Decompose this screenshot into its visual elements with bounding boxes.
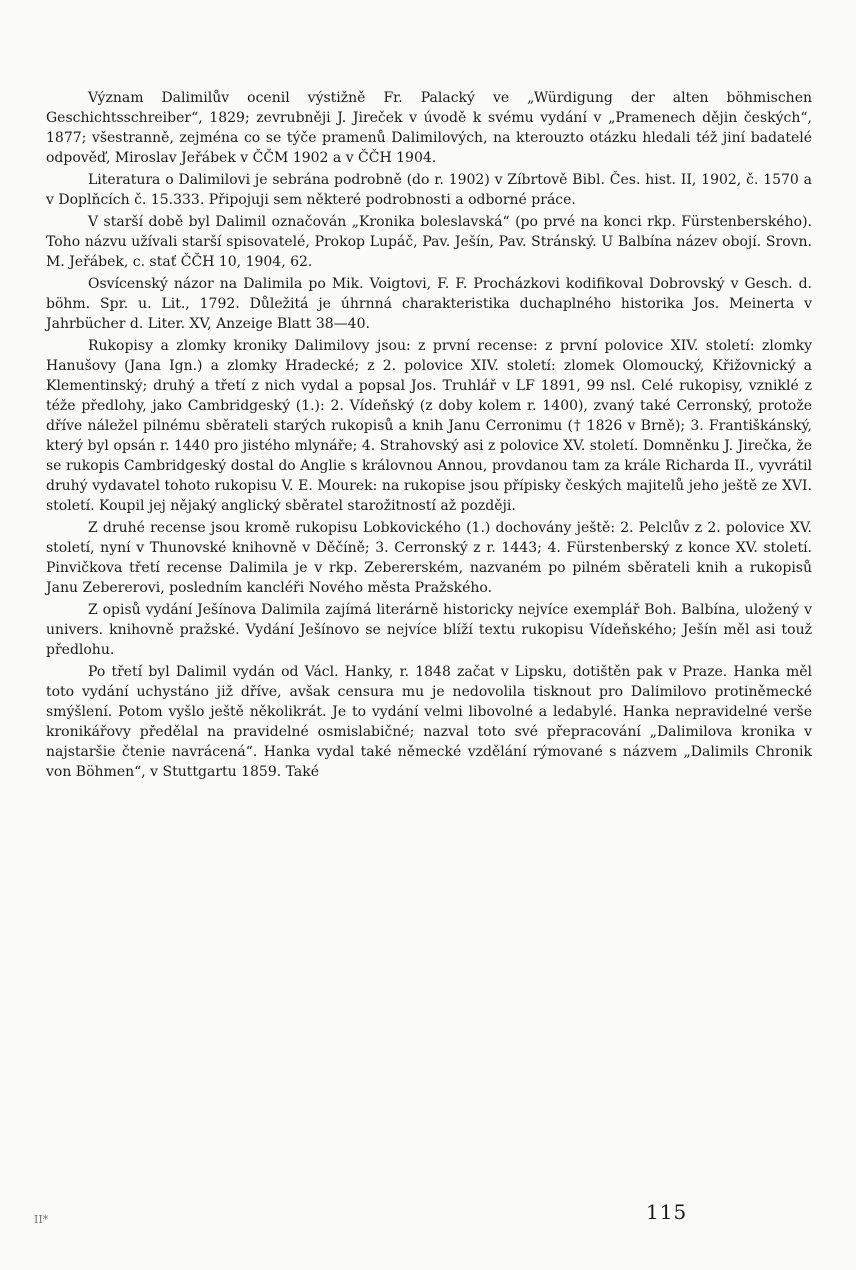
paragraph-text: Literatura o Dalimilovi je sebrána podrobně (do r. 1902) v Zíbrtově Bibl. Čes. hist. II, 1902, č. 1570 a v Doplňcích č. 15.333. Připojuji sem některé podrobnosti a odborné práce. bbox=[46, 172, 812, 208]
body-text bbox=[46, 88, 812, 784]
paragraph-6 bbox=[46, 518, 812, 598]
paragraph-8 bbox=[46, 662, 812, 782]
paragraph-4 bbox=[46, 274, 812, 334]
paragraph-5 bbox=[46, 336, 812, 516]
paragraph-text: Z opisů vydání Ješínova Dalimila zajímá literárně historicky nejvíce exemplář Boh. Balbína, uložený v univers. knihovně pražské. Vydání Ješínovo se nejvíce blíží textu rukopisu Vídeňského; Ješín měl asi touž předlohu. bbox=[46, 602, 812, 658]
paragraph-text: V starší době byl Dalimil označován „Kronika boleslavská“ (po prvé na konci rkp. Fürstenberského). Toho názvu užívali starší spisovatelé, Prokop Lupáč, Pav. Ješín, Pav. Stránský. U Balbína název obojí. Srovn. M. Jeřábek, c. stať ČČH 10, 1904, 62. bbox=[46, 214, 812, 270]
paragraph-text: Po třetí byl Dalimil vydán od Václ. Hanky, r. 1848 začat v Lipsku, dotištěn pak v Praze. Hanka měl toto vydání uchystáno již dříve, avšak censura mu je nedovolila tisknout pro Dalimilovo protiněmecké smýšlení. Potom vyšlo ještě několikrát. Je to vydání velmi libovolné a ledabylé. Hanka nepravidelné verše kronikářovy předělal na pravidelné osmislabičné; nazval toto své přepracování „Dalimilova kronika v najstaršie čtenie navrácená“. Hanka vydal také německé vzdělání rýmované s názvem „Dalimils Chronik von Böhmen“, v Stuttgartu 1859. Také bbox=[46, 664, 812, 780]
paragraph-text: Z druhé recense jsou kromě rukopisu Lobkovického (1.) dochovány ještě: 2. Pelclův z 2. polovice XV. století, nyní v Thunovské knihovně v Děčíně; 3. Cerronský z r. 1443; 4. Fürstenberský z konce XV. století. Pinvičkova třetí recense Dalimila je v rkp. Zebererském, nazvaném po pilném sběrateli knih a rukopisů Janu Zebererovi, posledním kancléři Nového města Pražského. bbox=[46, 520, 812, 596]
paragraph-1 bbox=[46, 88, 812, 168]
signature-mark: II* bbox=[34, 1213, 49, 1226]
paragraph-2 bbox=[46, 170, 812, 210]
page-number: 115 bbox=[646, 1200, 688, 1224]
paragraph-7 bbox=[46, 600, 812, 660]
paragraph-3 bbox=[46, 212, 812, 272]
paragraph-text: Osvícenský názor na Dalimila po Mik. Voigtovi, F. F. Procházkovi kodifikoval Dobrovský v Gesch. d. böhm. Spr. u. Lit., 1792. Důležitá je úhrnná charakteristika duchaplného historika Jos. Meinerta v Jahrbücher d. Liter. XV, Anzeige Blatt 38—40. bbox=[46, 276, 812, 332]
paragraph-text: Význam Dalimilův ocenil výstižně Fr. Palacký ve „Würdigung der alten böhmischen Geschichtsschreiber“, 1829; zevrubněji J. Jireček v úvodě k svému vydání v „Pramenech dějin českých“, 1877; všestranně, zejména co se týče pramenů Dalimilových, na kterouzto otázku hledali též jiní badatelé odpověď, Miroslav Jeřábek v ČČM 1902 a v ČČH 1904. bbox=[46, 90, 812, 166]
paragraph-text: Rukopisy a zlomky kroniky Dalimilovy jsou: z první recense: z první polovice XIV. století: zlomky Hanušovy (Jana Ign.) a zlomky Hradecké; z 2. polovice XIV. století: zlomek Olomoucký, Křižovnický a Klementinský; druhý a třetí z nich vydal a popsal Jos. Truhlář v LF 1891, 99 nsl. Celé rukopisy, vzniklé z téže předlohy, jako Cambridgeský (1.): 2. Vídeňský (z doby kolem r. 1400), zvaný také Cerronský, protože dříve náležel pilnému sběrateli starých rukopisů a knih Janu Cerronimu († 1826 v Brně); 3. Františkánský, který byl opsán r. 1440 pro jistého mlynáře; 4. Strahovský asi z polovice XV. století. Domněnku J. Jirečka, že se rukopis Cambridgeský dostal do Anglie s královnou Annou, provdanou tam za krále Richarda II., vyvrátil druhý vydavatel tohoto rukopisu V. E. Mourek: na rukopise jsou přípisky českých majitelů jeho ještě ze XVI. století. Koupil jej nějaký anglický sběratel starožitností až později. bbox=[46, 338, 812, 514]
